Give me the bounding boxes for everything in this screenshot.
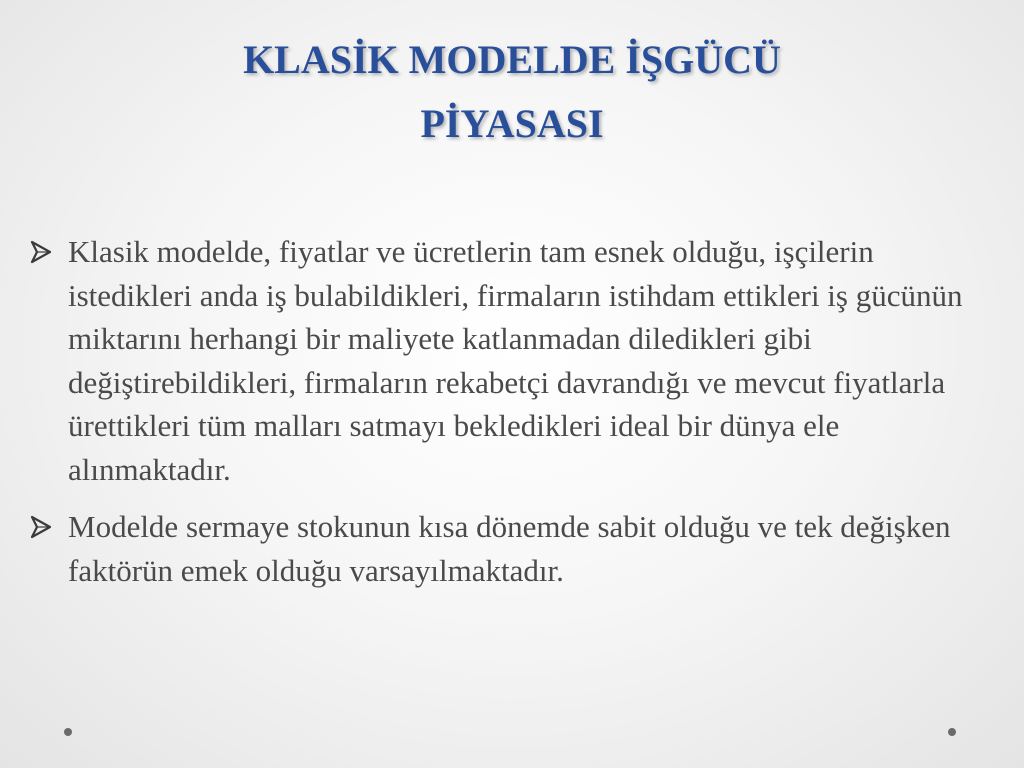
corner-dot-left <box>64 728 72 736</box>
bullet-text: Klasik modelde, fiyatlar ve ücretlerin tam esnek olduğu, işçilerin istedikleri anda iş bulabildikleri, firmaların istihdam ettikleri iş gücünün miktarını herhangi bir maliyete katlanmadan diledikleri gibi değiştirebildikleri, firmaların rekabetçi davrandığı ve mevcut fiyatlarla ürettikleri tüm malları satmayı bekledikleri ideal bir dünya ele alınmaktadır. <box>68 234 963 487</box>
slide-title-line-2: PİYASASI <box>420 101 604 146</box>
slide-title <box>60 28 964 156</box>
slide-title-line-1: KLASİK MODELDE İŞGÜCÜ <box>243 37 781 82</box>
arrow-bullet-icon <box>30 505 68 539</box>
arrow-bullet-icon <box>30 230 68 264</box>
bullet-item <box>30 505 1005 592</box>
bullet-item <box>30 230 1005 491</box>
bullet-text: Modelde sermaye stokunun kısa dönemde sabit olduğu ve tek değişken faktörün emek olduğu varsayılmaktadır. <box>68 509 951 588</box>
slide-body <box>30 230 1005 606</box>
corner-dot-right <box>948 728 956 736</box>
